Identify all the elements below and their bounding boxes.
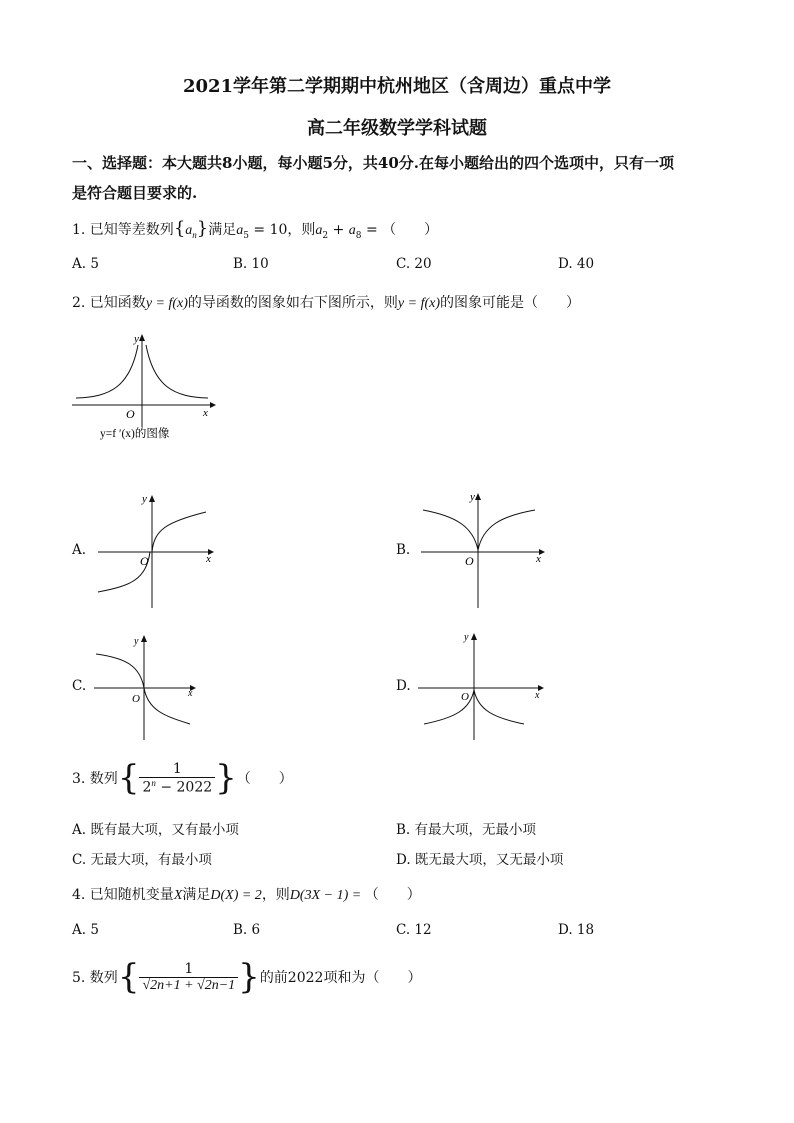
q1-ask: ，则 (287, 222, 316, 238)
q4-ask-expr: D(3X − 1) = (289, 888, 365, 903)
origin-label: O (461, 691, 469, 703)
q1-cond-val: = 10 (248, 222, 288, 238)
q1-ask-plus: + (328, 222, 349, 238)
q4-option-a[interactable]: A. 5 (72, 922, 99, 938)
q2-tail: 的图象可能是（ ） (440, 295, 580, 311)
q3-option-a[interactable]: A. 既有最大项，又有最小项 (72, 822, 239, 838)
q4-prefix: 4. 已知随机变量 (72, 887, 174, 903)
right-brace: } (238, 957, 260, 997)
graph-caption: y=f ′(x)的图像 (100, 428, 170, 440)
q5-numerator: 1 (184, 960, 194, 977)
q1-ask-a: a (315, 223, 323, 238)
q2-mid: 的导函数的图象如右下图所示，则 (187, 295, 398, 311)
y-arrow-icon (471, 633, 477, 640)
origin-label: O (132, 693, 140, 705)
q4-mid: 满足 (182, 887, 211, 903)
q4-option-c[interactable]: C. 12 (396, 922, 432, 938)
origin-label: O (126, 407, 135, 421)
axis-x-label: x (536, 553, 541, 565)
axis-y-label: y (464, 632, 469, 643)
origin-label: O (140, 554, 149, 568)
q2-option-a[interactable]: A. (72, 542, 87, 558)
q3-option-d[interactable]: D. 既无最大项，又无最小项 (396, 852, 564, 868)
y-arrow-icon (149, 495, 155, 502)
q1-option-a[interactable]: A. 5 (72, 256, 99, 272)
curve-b-right (478, 510, 535, 550)
q2-func1: y = f(x) (145, 296, 188, 311)
question-5 (72, 954, 421, 1000)
axis-y-label: y (134, 333, 139, 345)
q3-option-c[interactable]: C. 无最大项，有最小项 (72, 852, 212, 868)
q1-prefix: 1. 已知等差数列 (72, 222, 174, 238)
q1-ask-sub1: 2 (322, 230, 329, 241)
curve-b-left (423, 510, 478, 550)
q5-denominator: √2n+1 + √2n−1 (139, 977, 238, 994)
q4-cond: D(X) = 2 (210, 888, 262, 903)
q1-seq-sub: n (192, 229, 197, 240)
axis-x-label: x (206, 553, 211, 565)
question-4 (72, 884, 421, 904)
q3-prefix: 3. 数列 (72, 771, 118, 787)
q2-option-c[interactable]: C. (72, 678, 87, 694)
derivative-graph (70, 325, 220, 445)
y-arrow-icon (475, 493, 481, 500)
q4-var: X (173, 888, 183, 903)
exam-subtitle: 高二年级数学学科试题 (307, 118, 487, 139)
q1-option-d[interactable]: D. 40 (558, 256, 595, 272)
axis-y-label: y (142, 493, 147, 505)
axis-x-label: x (203, 407, 208, 419)
question-1: 1. 已知等差数列$\{a_n\}$满足$a_5 = 10$，则$a_2 + a_8$ = （ ） (72, 218, 439, 241)
curve-left (76, 345, 138, 398)
q1-seq: a (185, 223, 193, 238)
origin-label: O (465, 554, 474, 568)
q1-mid: 满足 (208, 222, 237, 238)
axis-y-label: y (134, 636, 139, 647)
axis-x-label: x (535, 690, 540, 701)
option-b-graph (415, 488, 550, 610)
curve-c-left (96, 654, 144, 688)
curve-c-right (144, 688, 190, 724)
left-brace: { (117, 758, 140, 798)
q1-ask-sub2: 8 (355, 230, 362, 241)
q1-cond-var: a (236, 223, 244, 238)
y-axis-arrow-icon (139, 334, 145, 341)
option-d-graph (414, 628, 549, 742)
option-c-graph (90, 630, 210, 742)
question-2 (72, 292, 580, 312)
q2-func2: y = f(x) (397, 296, 440, 311)
q1-cond-sub: 5 (243, 230, 249, 241)
q3-tail: （ ） (236, 771, 293, 787)
section-heading-line1: 一、选择题：本大题共8小题，每小题5分，共40分.在每小题给出的四个选项中，只有一项 (72, 154, 674, 172)
curve-d-right (474, 690, 524, 724)
right-brace: } (215, 758, 237, 798)
exam-title: 2021学年第二学期期中杭州地区（含周边）重点中学 (182, 76, 612, 97)
q5-fraction (139, 961, 238, 994)
q5-prefix: 5. 数列 (72, 970, 118, 986)
y-arrow-icon (141, 635, 147, 642)
q3-numerator: 1 (172, 760, 182, 777)
section-heading-line2: 是符合题目要求的. (72, 184, 198, 202)
curve-right (146, 345, 208, 398)
q1-ask-b: a (348, 223, 356, 238)
q1-option-c[interactable]: C. 20 (396, 256, 432, 272)
option-a-graph (90, 488, 220, 610)
curve-a-right (152, 512, 206, 552)
left-brace: { (117, 957, 140, 997)
q4-option-b[interactable]: B. 6 (233, 922, 261, 938)
axis-y-label: y (470, 491, 475, 503)
q4-tail: （ ） (364, 887, 421, 903)
q1-option-b[interactable]: B. 10 (233, 256, 269, 272)
q3-option-b[interactable]: B. 有最大项，无最小项 (396, 822, 537, 838)
q4-option-d[interactable]: D. 18 (558, 922, 595, 938)
q3-fraction (139, 761, 215, 796)
question-3 (72, 756, 293, 800)
axis-x-label: x (188, 688, 193, 699)
q2-option-d[interactable]: D. (396, 678, 411, 694)
x-axis-arrow-icon (210, 402, 216, 408)
q2-prefix: 2. 已知函数 (72, 295, 146, 311)
q5-tail: 的前2022项和为（ ） (259, 970, 422, 986)
q1-tail: = （ ） (361, 222, 439, 238)
q4-ask: ，则 (261, 887, 290, 903)
q3-denominator: $2^n - 2022$ (139, 777, 215, 796)
q2-option-b[interactable]: B. (396, 542, 411, 558)
